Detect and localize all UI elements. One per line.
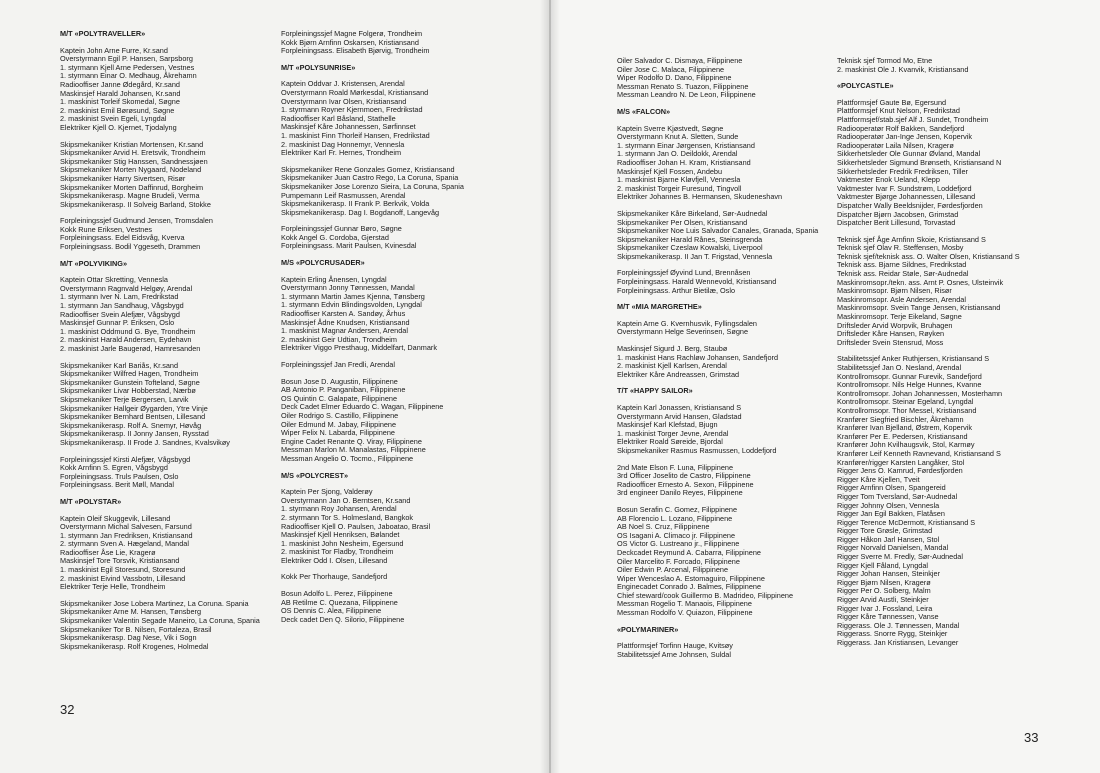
crew-member-line: Kontrollromsopr. Gunnar Furevik, Sandefjord bbox=[837, 371, 982, 381]
crew-member-line: 1. maskinist Hans Rachløw Johansen, Sandefjord bbox=[617, 352, 779, 362]
crew-member-line: Radioofficer Ernesto A. Sexon, Filippinene bbox=[617, 479, 754, 489]
crew-member-line: Rigger Tore Grøsle, Grimstad bbox=[837, 526, 933, 536]
crew-member-line: Sikkerhetsleder Ole Gunnar Øvland, Mandal bbox=[837, 149, 981, 159]
crew-member-line: Skipsmekaniker Gunstein Tofteland, Søgne bbox=[60, 377, 200, 387]
crew-member-line: 2. maskinist Tor Fladby, Trondheim bbox=[281, 547, 394, 557]
crew-member-line: Driftsleder Arvid Worpvik, Bruhagen bbox=[837, 320, 953, 330]
crew-member-line: Skipsmekaniker Stig Hanssen, Sandnessjøen bbox=[60, 156, 208, 166]
crew-member-line: Wiper Felix N. Labarda, Filippinene bbox=[281, 428, 395, 438]
crew-member-line: Maskinsjef Kjell Fossen, Andebu bbox=[617, 166, 723, 176]
crew-member-line: Teknisk sjef Åge Arnfinn Skoie, Kristiansand S bbox=[837, 234, 986, 244]
right-page-column-2 bbox=[837, 57, 1020, 656]
book-gutter bbox=[540, 0, 560, 773]
crew-member-line: 2. maskinist Harald Andersen, Eydehavn bbox=[60, 335, 192, 345]
crew-group bbox=[617, 642, 818, 659]
crew-member-line: Skipsmekaniker Arvid H. Eretsvik, Trondheim bbox=[60, 148, 206, 158]
crew-member-line: Kaptein Per Sjong, Valderøy bbox=[281, 487, 373, 497]
crew-member-line: Skipsmekanikerasp. II Frank P. Berkvik, Volda bbox=[281, 199, 430, 209]
crew-member-line: 2. maskinist Kjell Karlsen, Arendal bbox=[617, 361, 727, 371]
crew-member-line: 2. maskinist Svein Egeli, Lyngdal bbox=[60, 114, 167, 124]
crew-member-line: Messman Marlon M. Manalastas, Filippinene bbox=[281, 445, 426, 455]
crew-member-line: 2. maskinist Jarle Baugerød, Hamresanden bbox=[60, 344, 201, 353]
crew-member-line: Skipsmekaniker Livar Hobberstad, Nærbø bbox=[60, 386, 196, 396]
crew-member-line: Elektriker Odd I. Olsen, Lillesand bbox=[281, 555, 388, 565]
crew-member-line: Kokk Arnfinn S. Egren, Vågsbygd bbox=[60, 463, 168, 473]
crew-member-line: Rigger Arvid Austli, Steinkjer bbox=[837, 595, 929, 605]
crew-member-line: Vaktmester Ivar F. Sundstrøm, Loddefjord bbox=[837, 183, 972, 193]
crew-member-line: 2. maskinist Emil Børøsund, Søgne bbox=[60, 105, 175, 115]
crew-member-line: 1. styrmann Jan O. Deildokk, Arendal bbox=[617, 149, 738, 159]
crew-member-line: Overstyrmann Jonny Tønnessen, Mandal bbox=[281, 283, 415, 293]
crew-member-line: Skipsmekaniker Rene Gonzales Gomez, Kristiansand bbox=[281, 164, 455, 174]
crew-member-line: Kontrollromsopr. Johan Johannessen, Mosterhamn bbox=[837, 388, 1003, 398]
crew-member-line: Rigger Kåre Kjellen, Tveit bbox=[837, 474, 920, 484]
crew-member-line: Overstyrmann Michal Salvesen, Farsund bbox=[60, 522, 192, 532]
crew-group bbox=[617, 404, 818, 456]
crew-member-line: 3rd engineer Danilo Reyes, Filippinene bbox=[617, 488, 743, 498]
crew-member-line: Oiler Rodrigo S. Castillo, Filippinene bbox=[281, 410, 399, 420]
crew-member-line: Skipsmekanikerasp. II Frode J. Sandnes, Kvalsvikøy bbox=[60, 437, 230, 447]
crew-member-line: Forpleiningsass. Harald Wennevold, Kristiansand bbox=[617, 277, 777, 287]
crew-member-line: Radiooperatør Laila Nilsen, Kragerø bbox=[837, 140, 954, 150]
crew-member-line: Oiler Jose C. Malaca, Filippinene bbox=[617, 64, 725, 74]
crew-member-line: Messman Leandro N. De Leon, Filippinene bbox=[617, 90, 756, 100]
crew-member-line: Overstyrmann Helge Severinsen, Søgne bbox=[617, 327, 748, 337]
crew-member-line: Wiper Wenceslao A. Estomaguiro, Filippinene bbox=[617, 573, 765, 583]
crew-member-line: Skipsmekaniker Wilfred Hagen, Trondheim bbox=[60, 369, 199, 379]
crew-member-line: Rigger Jan Egil Bakken, Flatåsen bbox=[837, 509, 945, 519]
crew-member-line: Maskinsjef Gunnar P. Eriksen, Oslo bbox=[60, 318, 175, 328]
crew-member-line: Maskinsjef Kjell Henriksen, Bølandet bbox=[281, 530, 400, 540]
crew-member-line: Bosun Serafin C. Gomez, Filippinene bbox=[617, 504, 738, 514]
crew-group bbox=[281, 225, 464, 251]
crew-group bbox=[281, 80, 464, 157]
crew-member-line: Plattformsjef/stab.sjef Alf J. Sundet, Trondheim bbox=[837, 114, 989, 124]
crew-member-line: Elektriker Kjell O. Kjernet, Tjodalyng bbox=[60, 122, 177, 132]
crew-member-line: Forpleiningssjef Kirsti Alefjær, Vågsbygd bbox=[60, 454, 191, 464]
crew-member-line: Radiooffiser Karsten A. Sandøy, Århus bbox=[281, 309, 406, 319]
vessel-title: M/T «POLYTRAVELLER» bbox=[60, 29, 146, 38]
crew-member-line: 2nd Mate Elson F. Luna, Filippinene bbox=[617, 462, 734, 472]
crew-member-line: Kranfører Per E. Pedersen, Kristiansand bbox=[837, 431, 968, 441]
crew-member-line: Deckcadet Reymund A. Cabarra, Filippinene bbox=[617, 547, 761, 557]
crew-group bbox=[617, 125, 818, 202]
crew-member-line: 2. maskinist Torgeir Furesund, Tingvoll bbox=[617, 183, 742, 193]
crew-member-line: Skipsmekaniker Hallgeir Øygarden, Ytre Vinje bbox=[60, 403, 208, 413]
crew-member-line: Kaptein Ottar Skretting, Vennesla bbox=[60, 275, 168, 285]
crew-member-line: Skipsmekaniker Bernhard Bentsen, Lillesand bbox=[60, 412, 206, 422]
crew-group bbox=[281, 166, 464, 218]
crew-group bbox=[281, 573, 464, 582]
crew-member-line: Messman Rogelio T. Manaois, Filippinene bbox=[617, 599, 752, 609]
crew-group bbox=[60, 217, 260, 251]
crew-member-line: Kontrollromsopr. Thor Messel, Kristiansand bbox=[837, 405, 977, 415]
crew-member-line: Pumpemann Leif Rasmussen, Arendal bbox=[281, 190, 406, 200]
crew-member-line: Forpleiningssjef Magne Folgerø, Trondheim bbox=[281, 29, 423, 38]
crew-section bbox=[60, 30, 260, 252]
crew-member-line: Teknisk sjef Olav R. Steffensen, Mosby bbox=[837, 243, 964, 253]
crew-member-line: Maskinsjef Kåre Johannessen, Sørfinnset bbox=[281, 122, 416, 132]
crew-member-line: Riggerass. Jan Kristiansen, Levanger bbox=[837, 638, 959, 647]
crew-member-line: Skipsmekanikerasp. Dag Nese, Vik i Sogn bbox=[60, 633, 197, 643]
vessel-title: T/T «HAPPY SAILOR» bbox=[617, 386, 693, 396]
crew-member-line: 1. styrmann Einar O. Medhaug, Åkrehamn bbox=[60, 71, 197, 81]
crew-member-line: Rigger Kjell Fåland, Lyngdal bbox=[837, 560, 928, 570]
crew-member-line: Elektriker Kåre Andreassen, Grimstad bbox=[617, 369, 740, 379]
crew-member-line: 2. maskinist Geir Udtian, Trondheim bbox=[281, 334, 397, 344]
crew-member-line: Kaptein Sverre Kjøstvedt, Søgne bbox=[617, 123, 724, 133]
crew-member-line: Skipsmekaniker Rasmus Rasmussen, Loddefjord bbox=[617, 445, 777, 455]
vessel-title: «POLYMARINER» bbox=[617, 624, 679, 634]
crew-section bbox=[60, 260, 260, 490]
crew-member-line: 2. styrmann Sven A. Hægeland, Mandal bbox=[60, 539, 189, 549]
crew-member-line: Rigger Tom Tversland, Sør-Audnedal bbox=[837, 491, 958, 501]
crew-member-line: Kaptein John Arne Furre, Kr.sand bbox=[60, 45, 168, 55]
crew-group bbox=[60, 600, 260, 652]
crew-section bbox=[837, 82, 1020, 647]
crew-member-line: Stabilitetssjef Anker Ruthjersen, Kristiansand S bbox=[837, 354, 990, 364]
crew-member-line: Maskinromsopr. Terje Eikeland, Søgne bbox=[837, 312, 962, 322]
crew-member-line: Sikkerhetsleder Fredrik Fredriksen, Tiller bbox=[837, 166, 968, 176]
left-page-column-2 bbox=[281, 30, 464, 632]
crew-member-line: Kokk Bjørn Arnfinn Oskarsen, Kristiansand bbox=[281, 37, 419, 47]
crew-member-line: Overstyrmann Knut A. Sletten, Sunde bbox=[617, 132, 739, 142]
crew-member-line: Riggerass. Ole J. Tønnessen, Mandal bbox=[837, 620, 960, 630]
crew-group bbox=[60, 515, 260, 592]
crew-member-line: Messman Angelio O. Tocmo., Filippinene bbox=[281, 453, 414, 463]
crew-member-line: Overstyrmann Arvid Hansen, Gladstad bbox=[617, 411, 742, 421]
crew-member-line: Forpleiningsass. Berit Møll, Mandal bbox=[60, 480, 174, 490]
crew-member-line: Forpleiningssjef Gunnar Børo, Søgne bbox=[281, 224, 402, 234]
crew-member-line: Kontrollromsopr. Steinar Egeland, Lyngdal bbox=[837, 397, 974, 407]
crew-member-line: 1. styrmann Martin James Kjenna, Tønsberg bbox=[281, 291, 425, 301]
crew-member-line: Maskinsjef Karl Klefstad, Bjugn bbox=[617, 420, 718, 430]
crew-member-line: Driftsleder Svein Stensrud, Moss bbox=[837, 337, 944, 347]
right-page bbox=[551, 0, 1100, 773]
crew-member-line: OS Dennis C. Alea, Filippinene bbox=[281, 606, 382, 616]
crew-member-line: Radiooffiser Åse Lie, Kragerø bbox=[60, 547, 156, 557]
crew-group bbox=[617, 57, 818, 100]
crew-group bbox=[617, 320, 818, 337]
crew-member-line: Skipsmekanikerasp. Dag I. Bogdanoff, Langevåg bbox=[281, 207, 440, 217]
crew-member-line: Skipsmekaniker Morten Daffinrud, Borgheim bbox=[60, 182, 204, 192]
vessel-title: M/S «POLYCRUSADER» bbox=[281, 258, 365, 268]
crew-member-line: 2. maskinist Eivind Vassbotn, Lillesand bbox=[60, 573, 186, 583]
crew-member-line: 1. maskinist Torleif Skomedal, Søgne bbox=[60, 97, 180, 107]
crew-member-line: Messman Rodolfo V. Quiazon, Filippinene bbox=[617, 608, 753, 618]
crew-member-line: Rigger Terence McDermott, Kristiansand S bbox=[837, 517, 976, 527]
crew-member-line: Overstyrmann Egil P. Hansen, Sarpsborg bbox=[60, 54, 193, 64]
crew-group bbox=[837, 99, 1020, 228]
crew-member-line: Dispatcher Bjørn Jacobsen, Grimstad bbox=[837, 209, 959, 219]
crew-member-line: Forpleiningsass. Marit Paulsen, Kvinesdal bbox=[281, 241, 417, 251]
crew-group bbox=[837, 57, 1020, 74]
crew-member-line: Overstyrmann Jan O. Berntsen, Kr.sand bbox=[281, 495, 411, 505]
crew-member-line: Rigger Bjørn Nilsen, Kragerø bbox=[837, 577, 931, 587]
crew-member-line: Vaktmester Bjørge Johannessen, Lillesand bbox=[837, 192, 976, 202]
crew-member-line: Rigger Norvald Danielsen, Mandal bbox=[837, 543, 949, 553]
crew-member-line: Rigger Johan Hansen, Steinkjer bbox=[837, 569, 941, 579]
crew-member-line: Kaptein Karl Jonassen, Kristiansand S bbox=[617, 403, 742, 412]
crew-member-line: Rigger Sverre M. Fredly, Sør-Audnedal bbox=[837, 552, 963, 562]
page-number-right: 33 bbox=[1024, 730, 1039, 745]
crew-member-line: Sikkerhetsleder Sigmund Brønseth, Kristiansand N bbox=[837, 157, 1002, 167]
crew-section bbox=[617, 387, 818, 617]
crew-member-line: Chief steward/cook Guillermo B. Madrideo, Filippinene bbox=[617, 590, 794, 600]
vessel-title: «POLYCASTLE» bbox=[837, 81, 894, 91]
crew-member-line: Skipsmekanikerasp. Magne Brudeli, Verma bbox=[60, 191, 200, 201]
crew-member-line: Skipsmekanikerasp. II Jan T. Frigstad, Vennesla bbox=[617, 251, 773, 261]
vessel-title: M/S «FALCON» bbox=[617, 106, 671, 116]
crew-member-line: Skipsmekaniker Noe Luis Salvador Canales, Granada, Spania bbox=[617, 226, 819, 236]
crew-group bbox=[281, 590, 464, 624]
crew-member-line: Skipsmekanikerasp. Rolf Krogenes, Holmedal bbox=[60, 641, 209, 651]
crew-member-line: Forpleiningssjef Øyvind Lund, Brennåsen bbox=[617, 268, 751, 278]
crew-member-line: Oiler Edwin P. Arcenal, Filippinene bbox=[617, 565, 728, 575]
crew-member-line: Oiler Marcelito F. Forcado, Filippinene bbox=[617, 556, 740, 566]
crew-member-line: Skipsmekaniker Kristian Mortensen, Kr.sand bbox=[60, 139, 204, 149]
crew-member-line: Skipsmekaniker Valentin Segade Maneiro, La Coruna, Spania bbox=[60, 616, 260, 626]
crew-member-line: Overstyrmann Ivar Olsen, Kristiansand bbox=[281, 96, 407, 106]
crew-member-line: Rigger Jens O. Kamrud, Førdesfjorden bbox=[837, 466, 963, 476]
crew-member-line: Skipsmekaniker Terje Bergersen, Larvik bbox=[60, 394, 189, 404]
crew-member-line: AB Noel S. Cruz, Filippinene bbox=[617, 522, 710, 532]
crew-member-line: Rigger Kåre Tønnessen, Vanse bbox=[837, 612, 939, 622]
crew-member-line: Oiler Edmund M. Jabay, Filippinene bbox=[281, 419, 397, 429]
crew-member-line: Skipsmekanikerasp. Rolf A. Snemyr, Høvåg bbox=[60, 420, 202, 430]
crew-member-line: Forpleiningsass. Truls Paulsen, Oslo bbox=[60, 471, 179, 481]
crew-member-line: Maskinsjef Tore Torsvik, Kristiansand bbox=[60, 556, 180, 566]
crew-member-line: Deck Cadet Elmer Eduardo C. Wagan, Filippinene bbox=[281, 402, 444, 412]
crew-member-line: Kranfører/rigger Karsten Langåker, Stol bbox=[837, 457, 965, 467]
crew-member-line: Teknisk sjef/teknisk ass. O. Walter Olsen, Kristiansand S bbox=[837, 251, 1020, 261]
crew-section bbox=[281, 472, 464, 625]
crew-member-line: Enginecadet Conrado J. Balmes, Filippinene bbox=[617, 582, 761, 592]
crew-member-line: Plattformsjef Knut Nelson, Fredrikstad bbox=[837, 106, 960, 116]
crew-member-line: Maskinromsopr./tekn. ass. Arnt P. Osnes, Ulsteinvik bbox=[837, 277, 1004, 287]
crew-group bbox=[617, 210, 818, 262]
crew-member-line: Kokk Per Thorhauge, Sandefjord bbox=[281, 572, 388, 582]
crew-member-line: Wiper Rodolfo D. Dano, Filippinene bbox=[617, 73, 732, 83]
crew-member-line: Teknisk ass. Bjarne Sildnes, Fredrikstad bbox=[837, 260, 967, 270]
crew-member-line: Elektriker Terje Helle, Trondheim bbox=[60, 582, 166, 592]
crew-member-line: Engine Cadet Renante Q. Viray, Filippinene bbox=[281, 436, 422, 446]
crew-group bbox=[281, 276, 464, 353]
crew-group bbox=[60, 141, 260, 210]
crew-member-line: Forpleiningssjef Gudmund Jensen, Tromsdalen bbox=[60, 216, 213, 226]
crew-member-line: Stabilitetssjef Arne Johnsen, Suldal bbox=[617, 649, 731, 659]
crew-member-line: Skipsmekaniker Jose Lorenzo Sieira, La Coruna, Spania bbox=[281, 181, 464, 191]
crew-member-line: 1. styrmann Jan Sandhaug, Vågsbygd bbox=[60, 301, 184, 311]
crew-member-line: Maskinromsopr. Bjørn Nilsen, Risør bbox=[837, 286, 952, 296]
vessel-title: M/S «POLYCREST» bbox=[281, 470, 349, 480]
crew-member-line: Kaptein Oleif Skuggevik, Lillesand bbox=[60, 513, 171, 523]
crew-group bbox=[281, 30, 464, 56]
crew-section bbox=[281, 30, 464, 56]
crew-member-line: Kaptein Erling Ånensen, Lyngdal bbox=[281, 274, 387, 284]
crew-member-line: AB Antonio P. Panganiban, Filippinene bbox=[281, 385, 406, 395]
crew-group bbox=[60, 362, 260, 448]
crew-member-line: Kaptein Arne G. Kvernhusvik, Fyllingsdalen bbox=[617, 318, 757, 328]
vessel-title: M/T «POLYSUNRISE» bbox=[281, 62, 356, 72]
crew-member-line: Maskinsjef Harald Johansen, Kr.sand bbox=[60, 88, 181, 98]
crew-member-line: 1. styrmann Einar Jørgensen, Kristiansand bbox=[617, 140, 755, 150]
crew-member-line: Messman Renato S. Tuazon, Filippinene bbox=[617, 81, 749, 91]
crew-member-line: Skipsmekaniker Juan Castro Rego, La Coruna, Spania bbox=[281, 173, 459, 183]
crew-group bbox=[617, 506, 818, 618]
crew-member-line: Kranfører Leif Kenneth Ravnevand, Kristiansand S bbox=[837, 448, 1001, 458]
crew-member-line: Radiooffiser Kjell O. Paulsen, Jaboatao, Brasil bbox=[281, 521, 431, 531]
crew-member-line: Rigger Arnfinn Olsen, Spangereid bbox=[837, 483, 946, 493]
crew-member-line: Teknisk sjef Tormod Mo, Etne bbox=[837, 56, 933, 65]
crew-member-line: Radiooffiser Johan H. Kram, Kristiansand bbox=[617, 157, 751, 167]
crew-member-line: Elektriker Roald Søreide, Bjordal bbox=[617, 437, 723, 447]
crew-member-line: 2. maskinist Dag Honnemyr, Vennesla bbox=[281, 139, 405, 149]
crew-member-line: AB Florencio L. Lozano, Filippinene bbox=[617, 513, 733, 523]
crew-member-line: 1. maskinist Finn Thorleif Hansen, Fredrikstad bbox=[281, 130, 430, 140]
page-number-left: 32 bbox=[60, 702, 75, 717]
crew-member-line: 1. styrmann Edvin Blindingsvolden, Lyngdal bbox=[281, 300, 422, 310]
crew-member-line: Kranfører Siegfried Bischler, Åkrehamn bbox=[837, 414, 964, 424]
crew-member-line: Skipsmekanikerasp. II Jonny Jansen, Rysstad bbox=[60, 429, 209, 439]
crew-member-line: Driftsleder Kåre Hansen, Røyken bbox=[837, 329, 945, 339]
crew-member-line: Skipsmekaniker Harald Rånes, Steinsgrenda bbox=[617, 234, 763, 244]
crew-member-line: Forpleiningsass. Edel Eidsvåg, Kverva bbox=[60, 233, 185, 243]
crew-member-line: OS Quintin C. Galapate, Filippinene bbox=[281, 393, 398, 403]
crew-group bbox=[837, 236, 1020, 348]
crew-member-line: Forpleiningsass. Elisabeth Bjørvig, Trondheim bbox=[281, 46, 430, 56]
crew-member-line: Elektriker Johannes B. Hermansen, Skudeneshavn bbox=[617, 192, 783, 202]
crew-member-line: Radiooperatør Rolf Bakken, Sandefjord bbox=[837, 123, 965, 133]
crew-member-line: Skipsmekaniker Tor B. Nilsen, Fortaleza, Brasil bbox=[60, 624, 212, 634]
crew-member-line: Skipsmekaniker Morten Nygaard, Nodeland bbox=[60, 165, 202, 175]
crew-member-line: Dispatcher Berit Lillesund, Torvastad bbox=[837, 218, 956, 228]
crew-member-line: Rigger Johnny Olsen, Vennesla bbox=[837, 500, 940, 510]
crew-member-line: Radiooffiser Karl Båsland, Stathelle bbox=[281, 113, 396, 123]
crew-member-line: Vaktmester Enok Ueland, Klepp bbox=[837, 175, 940, 185]
crew-member-line: Skipsmekaniker Per Olsen, Kristiansand bbox=[617, 217, 748, 227]
crew-member-line: Maskinromsopr. Svein Tange Jensen, Kristiansand bbox=[837, 303, 1001, 313]
vessel-title: M/T «MIA MARGRETHE» bbox=[617, 302, 702, 312]
crew-member-line: Maskinsjef Sigurd J. Berg, Staubø bbox=[617, 344, 728, 354]
crew-member-line: Rigger Ivar J. Fossland, Leira bbox=[837, 603, 933, 613]
crew-member-line: 1. styrmann Jan Fredriksen, Kristiansand bbox=[60, 530, 193, 540]
crew-member-line: Skipsmekanikerasp. II Solveig Barland, Stokke bbox=[60, 199, 211, 209]
crew-member-line: 1. maskinist John Nesheim, Egersund bbox=[281, 538, 404, 548]
crew-member-line: Elektriker Karl Fr. Hernes, Trondheim bbox=[281, 148, 402, 158]
crew-member-line: 1. maskinist Torger Jevne, Arendal bbox=[617, 428, 729, 438]
crew-member-line: Forpleiningsass. Bodil Yggeseth, Drammen bbox=[60, 242, 201, 252]
crew-member-line: 2. styrmann Tor S. Holmesland, Bangkok bbox=[281, 512, 414, 522]
crew-member-line: Elektriker Viggo Presthaug, Middelfart, Danmark bbox=[281, 343, 438, 353]
crew-member-line: 3rd Officer Joselito de Castro, Filippinene bbox=[617, 471, 751, 481]
crew-member-line: Skipsmekaniker Kåre Birkeland, Sør-Audnedal bbox=[617, 208, 768, 218]
crew-member-line: Skipsmekaniker Jose Lobera Martinez, La Coruna. Spania bbox=[60, 598, 249, 608]
crew-member-line: Forpleiningssjef Jan Fredli, Arendal bbox=[281, 360, 395, 369]
crew-member-line: Deck cadet Den Q. Silorio, Filippinene bbox=[281, 614, 405, 624]
vessel-title: M/T «POLYVIKING» bbox=[60, 258, 128, 268]
crew-section bbox=[281, 64, 464, 251]
crew-member-line: OS Isagani A. Climaco jr. Filippinene bbox=[617, 530, 736, 540]
crew-member-line: 1. maskinist Egil Storesund, Storesund bbox=[60, 565, 186, 575]
crew-member-line: Dispatcher Wally Beeldsnijder, Førdesfjorden bbox=[837, 200, 983, 210]
crew-member-line: Rigger Per O. Solberg, Malm bbox=[837, 586, 931, 596]
crew-group bbox=[60, 456, 260, 490]
crew-member-line: Kranfører Ivan Bjelland, Østrem, Kopervik bbox=[837, 423, 973, 433]
crew-member-line: AB Retilme C. Quezana, Filippinene bbox=[281, 597, 398, 607]
crew-member-line: Kokk Rune Eriksen, Vestnes bbox=[60, 224, 153, 234]
crew-member-line: 1. styrmann Iver N. Lam, Fredrikstad bbox=[60, 292, 179, 302]
crew-member-line: Oiler Salvador C. Dismaya, Filippinene bbox=[617, 56, 743, 65]
crew-member-line: 1. maskinist Magnar Andersen, Arendal bbox=[281, 326, 408, 336]
crew-member-line: Kaptein Oddvar J. Kristensen, Arendal bbox=[281, 79, 405, 89]
crew-member-line: Kranfører John Kvilhaugsvik, Stol, Karmøy bbox=[837, 440, 975, 450]
crew-member-line: Radiooffiser Janne Ødegård, Kr.sand bbox=[60, 79, 180, 89]
crew-section bbox=[617, 57, 818, 100]
right-page-column-1 bbox=[617, 57, 818, 667]
left-page bbox=[0, 0, 549, 773]
crew-group bbox=[281, 361, 464, 370]
crew-member-line: Plattformsjef Gaute Bø, Egersund bbox=[837, 97, 947, 107]
crew-group bbox=[837, 355, 1020, 647]
crew-member-line: Skipsmekaniker Karl Bariås, Kr.sand bbox=[60, 360, 179, 370]
crew-section bbox=[837, 57, 1020, 74]
crew-section bbox=[60, 498, 260, 652]
crew-group bbox=[617, 464, 818, 498]
crew-member-line: Radiooffiser Svein Alefjær, Vågsbygd bbox=[60, 309, 180, 319]
crew-section bbox=[617, 303, 818, 379]
crew-group bbox=[281, 488, 464, 565]
left-page-column-1 bbox=[60, 30, 260, 659]
crew-group bbox=[60, 47, 260, 133]
crew-member-line: 1. styrmann Royner Kjernmoen, Fredrikstad bbox=[281, 105, 423, 115]
crew-member-line: Stabilitetssjef Jan O. Nesland, Arendal bbox=[837, 363, 962, 372]
crew-member-line: Teknisk ass. Reidar Støle, Sør-Audnedal bbox=[837, 269, 969, 279]
crew-member-line: 1. maskinist Bjarne Kløvfjell, Vennesla bbox=[617, 175, 741, 185]
crew-member-line: 2. maskinist Ole J. Kvanvik, Kristiansand bbox=[837, 64, 969, 74]
crew-group bbox=[60, 276, 260, 353]
crew-member-line: Skipsmekaniker Czeslaw Kowalski, Liverpool bbox=[617, 243, 763, 253]
crew-member-line: Overstyrmann Roald Mørkesdal, Kristiansand bbox=[281, 87, 429, 97]
crew-member-line: Rigger Håkon Jarl Hansen, Stol bbox=[837, 534, 940, 544]
crew-section bbox=[617, 108, 818, 295]
crew-member-line: Plattformsjef Torfinn Hauge, Kvitsøy bbox=[617, 641, 733, 651]
crew-member-line: Radiooperatør Jan-Inge Jensen, Kopervik bbox=[837, 132, 973, 142]
crew-group bbox=[281, 378, 464, 464]
crew-section bbox=[617, 626, 818, 660]
crew-member-line: Bosun Jose D. Augustin, Filippinene bbox=[281, 376, 398, 386]
crew-member-line: Skipsmekaniker Harry Sivertsen, Risør bbox=[60, 173, 186, 183]
crew-member-line: Forpleiningsass. Arthur Bietilæ, Oslo bbox=[617, 285, 736, 295]
crew-member-line: Maskinsjef Ådne Knudsen, Kristiansand bbox=[281, 317, 410, 327]
crew-section bbox=[281, 259, 464, 463]
crew-member-line: Maskinromsopr. Asle Andersen, Arendal bbox=[837, 294, 966, 304]
crew-group bbox=[617, 345, 818, 379]
crew-group bbox=[617, 269, 818, 295]
crew-member-line: Kontrollromsopr. Nils Helge Hunnes, Kvanne bbox=[837, 380, 982, 390]
crew-member-line: 1. styrmann Roy Johansen, Arendal bbox=[281, 504, 397, 514]
crew-member-line: Skipsmekaniker Arne M. Hansen, Tønsberg bbox=[60, 607, 201, 617]
crew-member-line: Riggerass. Snorre Rygg, Steinkjer bbox=[837, 629, 948, 639]
crew-member-line: OS Victor G. Lustreano jr., Filippinene bbox=[617, 539, 740, 549]
crew-member-line: Overstyrmann Ragnvald Helgøy, Arendal bbox=[60, 283, 193, 293]
crew-member-line: Bosun Adolfo L. Perez, Filippinene bbox=[281, 589, 393, 599]
vessel-title: M/T «POLYSTAR» bbox=[60, 496, 122, 506]
crew-member-line: 1. styrmann Kjell Arne Pedersen, Vestnes bbox=[60, 62, 195, 72]
crew-member-line: Kokk Angel G. Cordoba, Gjerstad bbox=[281, 232, 389, 242]
crew-member-line: 1. maskinist Oddmund G. Bye, Trondheim bbox=[60, 326, 196, 336]
